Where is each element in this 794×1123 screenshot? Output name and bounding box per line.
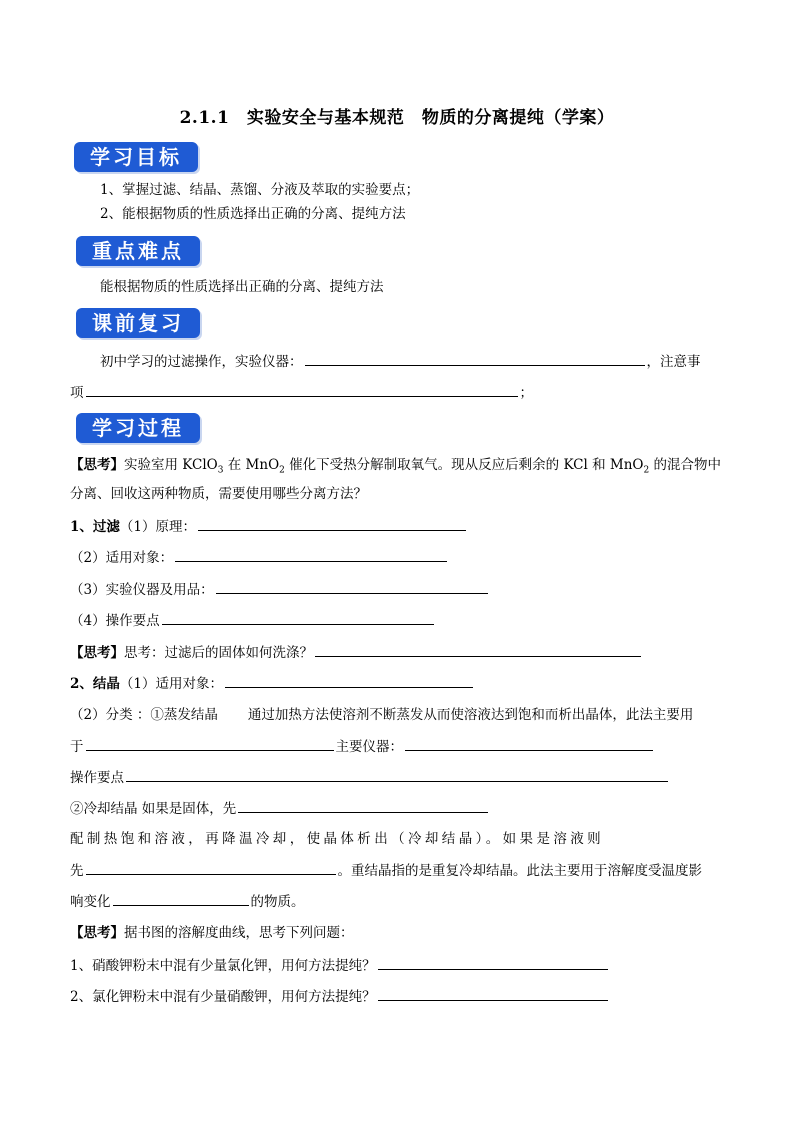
question-text: 1、硝酸钾粉末中混有少量氯化钾，用何方法提纯？ <box>70 958 376 974</box>
think-tag: 【思考】 <box>70 925 124 941</box>
answer-blank[interactable] <box>175 547 447 562</box>
think-text: 实验室用 KClO <box>124 457 218 473</box>
answer-blank[interactable] <box>305 351 645 366</box>
review-line-2 <box>70 382 533 403</box>
answer-blank[interactable] <box>86 382 518 397</box>
section-badge-key: 重点难点 <box>76 236 200 266</box>
think-text: 催化下受热分解制取氧气。现从反应后剩余的 KCl 和 MnO <box>284 457 644 473</box>
review-label-2: 项 <box>70 385 84 401</box>
think-tag: 【思考】 <box>70 645 124 661</box>
crystal-cooling <box>70 798 490 819</box>
crystal-text: 先 <box>70 863 84 879</box>
think-2 <box>70 642 643 663</box>
answer-blank[interactable] <box>86 860 336 875</box>
section-badge-goals: 学习目标 <box>74 142 198 172</box>
filter-points <box>70 610 436 631</box>
crystal-recrystal <box>70 860 702 881</box>
crystal-classify <box>70 705 693 725</box>
page-title: 2.1.1 实验安全与基本规范 物质的分离提纯（学案） <box>179 108 615 128</box>
crystal-objects <box>70 673 475 694</box>
answer-blank[interactable] <box>216 579 488 594</box>
question-1 <box>70 955 610 976</box>
subscript: 3 <box>217 465 224 476</box>
crystal-text: ②冷却结晶 如果是固体，先 <box>70 801 237 817</box>
review-line-1 <box>100 351 701 372</box>
think-text: 据书图的溶解度曲线，思考下列问题： <box>124 925 354 941</box>
section-badge-process: 学习过程 <box>76 413 200 443</box>
crystal-label: 操作要点 <box>70 770 124 786</box>
filter-principle <box>70 516 468 537</box>
answer-blank[interactable] <box>238 798 488 813</box>
filter-objects <box>70 547 449 568</box>
answer-blank[interactable] <box>378 986 608 1001</box>
crystal-cooling-desc: 配制热饱和溶液，再降温冷却，使晶体析出（冷却结晶）。如果是溶液则 <box>70 831 605 847</box>
subscript: 2 <box>643 465 650 476</box>
goal-item-2: 2、能根据物质的性质选择出正确的分离、提纯方法 <box>100 206 406 222</box>
crystal-text: 于 <box>70 739 84 755</box>
think-3 <box>70 923 354 943</box>
review-label: 初中学习的过滤操作，实验仪器： <box>100 354 303 370</box>
question-2 <box>70 986 610 1007</box>
answer-blank[interactable] <box>198 516 466 531</box>
crystal-text: 。重结晶指的是重复冷却结晶。此法主要用于溶解度受温度影 <box>337 863 702 879</box>
answer-blank[interactable] <box>86 736 334 751</box>
review-end: ，注意事 <box>646 354 701 370</box>
crystal-label: （2）分类 ：①蒸发结晶 <box>70 707 218 723</box>
filter-label: （4）操作要点 <box>70 613 160 629</box>
section-badge-review: 课前复习 <box>76 308 200 338</box>
crystal-label: （1）适用对象： <box>119 676 223 692</box>
think-1-line-2: 分离、回收这两种物质，需要使用哪些分离方法？ <box>70 486 367 502</box>
crystal-heading: 2、结晶 <box>70 676 120 692</box>
answer-blank[interactable] <box>126 767 668 782</box>
review-end-2: ； <box>519 385 533 401</box>
think-text: 思考：过滤后的固体如何洗涤？ <box>124 645 313 661</box>
crystal-label: 主要仪器： <box>335 739 403 755</box>
answer-blank[interactable] <box>405 736 653 751</box>
crystal-text: 的物质。 <box>250 894 305 910</box>
goal-item-1: 1、掌握过滤、结晶、蒸馏、分液及萃取的实验要点； <box>100 182 420 198</box>
think-tag: 【思考】 <box>70 457 124 473</box>
think-1-line-1 <box>70 455 721 481</box>
crystal-use <box>70 736 655 757</box>
crystal-text: 响变化 <box>70 894 111 910</box>
key-text: 能根据物质的性质选择出正确的分离、提纯方法 <box>100 279 384 295</box>
filter-instruments <box>70 579 490 600</box>
filter-heading: 1、过滤 <box>70 519 120 535</box>
filter-label: （3）实验仪器及用品： <box>70 582 214 598</box>
answer-blank[interactable] <box>225 673 473 688</box>
think-text: 在 MnO <box>223 457 280 473</box>
answer-blank[interactable] <box>162 610 434 625</box>
filter-label: （2）适用对象： <box>70 550 174 566</box>
answer-blank[interactable] <box>113 891 249 906</box>
answer-blank[interactable] <box>315 642 641 657</box>
crystal-solubility <box>70 891 305 912</box>
think-text: 的混合物中 <box>649 457 722 473</box>
answer-blank[interactable] <box>378 955 608 970</box>
crystal-points <box>70 767 670 788</box>
crystal-text: 通过加热方法使溶剂不断蒸发从而使溶液达到饱和而析出晶体，此法主要用 <box>247 707 694 723</box>
filter-label: （1）原理： <box>119 519 196 535</box>
subscript: 2 <box>279 465 285 476</box>
question-text: 2、氯化钾粉末中混有少量硝酸钾，用何方法提纯？ <box>70 989 376 1005</box>
